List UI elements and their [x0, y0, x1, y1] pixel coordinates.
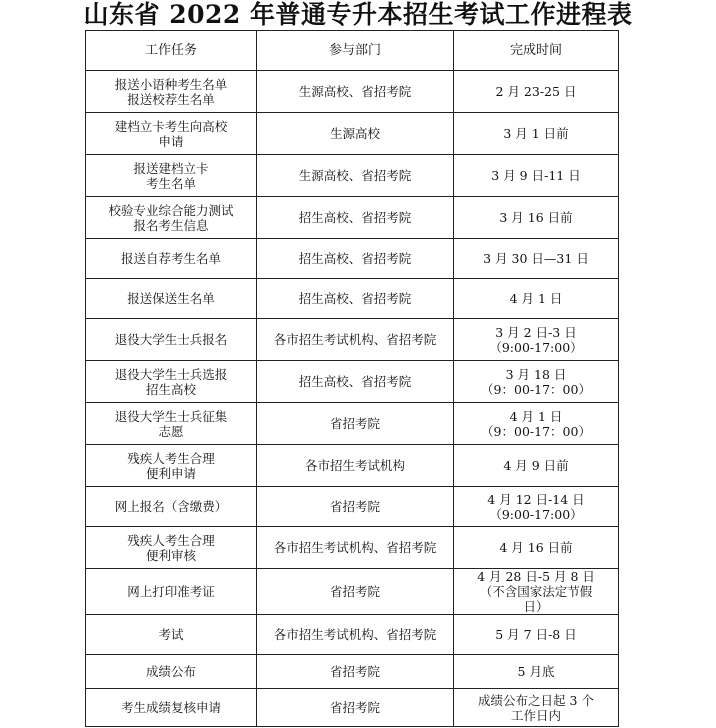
cell-line: 省招考院	[329, 499, 380, 514]
cell-line: 招生高校、省招考院	[298, 291, 412, 306]
cell-line: 3 月 9 日-11 日	[491, 168, 581, 183]
cell-time	[454, 319, 619, 361]
cell-line: 4 月 28 日-5 月 8 日	[477, 569, 595, 584]
cell-line: 志愿	[158, 423, 184, 439]
cell-department	[257, 319, 454, 361]
cell-line: 生源高校、省招考院	[298, 84, 412, 99]
cell-task	[86, 197, 257, 239]
table-row	[86, 319, 619, 361]
table-row	[86, 71, 619, 113]
cell-task	[86, 319, 257, 361]
cell-department	[257, 689, 454, 727]
cell-line: 3 月 16 日前	[499, 210, 573, 225]
cell-department	[257, 113, 454, 155]
cell-line: 3 月 18 日	[505, 366, 567, 382]
cell-department	[257, 279, 454, 319]
table-row	[86, 689, 619, 727]
cell-task	[86, 403, 257, 445]
cell-time	[454, 445, 619, 487]
cell-line: 省招考院	[329, 700, 380, 715]
cell-line: 5 月 7 日-8 日	[495, 627, 577, 642]
table-body	[86, 71, 619, 727]
table-row	[86, 487, 619, 527]
cell-line: （9：00-17：00）	[481, 381, 591, 397]
table-row	[86, 569, 619, 615]
cell-time	[454, 615, 619, 655]
cell-line: 退役大学生士兵选报	[114, 366, 228, 382]
cell-department	[257, 655, 454, 689]
cell-task	[86, 239, 257, 279]
schedule-table	[85, 30, 619, 727]
cell-line: 5 月底	[517, 664, 555, 679]
cell-time	[454, 197, 619, 239]
cell-line: 考试	[158, 627, 184, 642]
cell-line: 退役大学生士兵征集	[114, 408, 228, 424]
cell-line: 日）	[523, 599, 549, 614]
cell-task	[86, 113, 257, 155]
cell-line: 残疾人考生合理	[127, 450, 215, 466]
header-task: 工作任务	[86, 31, 257, 71]
cell-line: 报送自荐考生名单	[120, 251, 221, 266]
cell-task	[86, 655, 257, 689]
cell-department	[257, 239, 454, 279]
cell-line: 报送校荐生名单	[127, 91, 215, 107]
cell-line: 生源高校、省招考院	[298, 168, 412, 183]
cell-line: 3 月 1 日前	[503, 126, 569, 141]
header-time: 完成时间	[454, 31, 619, 71]
cell-line: 4 月 1 日	[509, 291, 563, 306]
table-row	[86, 403, 619, 445]
cell-department	[257, 569, 454, 615]
table-row	[86, 197, 619, 239]
cell-line: 成绩公布之日起 3 个	[478, 692, 594, 708]
cell-line: （不含国家法定节假	[479, 584, 593, 599]
cell-department	[257, 155, 454, 197]
cell-department	[257, 403, 454, 445]
cell-task	[86, 361, 257, 403]
cell-task	[86, 71, 257, 113]
cell-line: 退役大学生士兵报名	[114, 332, 228, 347]
cell-line: 建档立卡考生向高校	[114, 118, 228, 134]
cell-line: 各市招生考试机构、省招考院	[273, 627, 437, 642]
cell-line: 残疾人考生合理	[127, 532, 215, 548]
cell-task	[86, 155, 257, 197]
cell-time	[454, 239, 619, 279]
table-row	[86, 445, 619, 487]
cell-line: 招生高校、省招考院	[298, 210, 412, 225]
cell-time	[454, 487, 619, 527]
cell-time	[454, 155, 619, 197]
cell-line: 4 月 16 日前	[499, 540, 573, 555]
cell-task	[86, 569, 257, 615]
cell-line: 申请	[158, 133, 184, 149]
cell-time	[454, 689, 619, 727]
cell-line: 便利申请	[145, 465, 196, 481]
cell-line: 报送保送生名单	[127, 291, 215, 306]
cell-task	[86, 487, 257, 527]
cell-time	[454, 279, 619, 319]
table-row	[86, 361, 619, 403]
cell-department	[257, 487, 454, 527]
cell-time	[454, 403, 619, 445]
cell-time	[454, 113, 619, 155]
cell-line: 网上打印准考证	[127, 584, 215, 599]
cell-time	[454, 655, 619, 689]
cell-department	[257, 615, 454, 655]
cell-time	[454, 569, 619, 615]
table-row	[86, 155, 619, 197]
cell-line: 4 月 1 日	[509, 408, 563, 424]
cell-line: 考生名单	[145, 175, 196, 191]
page-title: 山东省 2022 年普通专升本招生考试工作进程表	[83, 0, 633, 29]
table-row	[86, 527, 619, 569]
table-header-row	[86, 31, 619, 71]
cell-line: 成绩公布	[145, 664, 196, 679]
cell-line: 生源高校	[329, 126, 380, 141]
header-department: 参与部门	[257, 31, 454, 71]
cell-line: （9:00-17:00）	[489, 339, 583, 355]
cell-line: 校验专业综合能力测试	[108, 202, 234, 218]
cell-line: 省招考院	[329, 416, 380, 431]
table-row	[86, 655, 619, 689]
cell-line: 报送小语种考生名单	[114, 76, 228, 92]
cell-line: 工作日内	[510, 707, 561, 723]
cell-line: 网上报名（含缴费）	[114, 499, 228, 514]
cell-line: 报送建档立卡	[133, 160, 209, 176]
cell-time	[454, 71, 619, 113]
cell-task	[86, 279, 257, 319]
cell-department	[257, 527, 454, 569]
cell-line: 各市招生考试机构、省招考院	[273, 540, 437, 555]
cell-line: 省招考院	[329, 584, 380, 599]
table-row	[86, 615, 619, 655]
cell-line: 考生成绩复核申请	[120, 700, 221, 715]
cell-task	[86, 689, 257, 727]
cell-department	[257, 445, 454, 487]
cell-line: 招生高校	[145, 381, 196, 397]
cell-department	[257, 361, 454, 403]
table-row	[86, 113, 619, 155]
cell-line: 招生高校、省招考院	[298, 251, 412, 266]
cell-time	[454, 361, 619, 403]
cell-line: （9:00-17:00）	[489, 506, 583, 522]
cell-line: 3 月 30 日—31 日	[483, 251, 589, 266]
cell-task	[86, 527, 257, 569]
cell-line: 各市招生考试机构、省招考院	[273, 332, 437, 347]
cell-time	[454, 527, 619, 569]
cell-line: 2 月 23-25 日	[495, 84, 577, 99]
cell-line: 各市招生考试机构	[304, 458, 405, 473]
cell-line: （9：00-17：00）	[481, 423, 591, 439]
cell-department	[257, 197, 454, 239]
cell-department	[257, 71, 454, 113]
table-row	[86, 279, 619, 319]
cell-line: 招生高校、省招考院	[298, 374, 412, 389]
cell-line: 4 月 9 日前	[503, 458, 569, 473]
cell-task	[86, 445, 257, 487]
cell-line: 便利审核	[145, 547, 196, 563]
cell-line: 报名考生信息	[133, 217, 209, 233]
cell-line: 4 月 12 日-14 日	[487, 491, 585, 507]
cell-task	[86, 615, 257, 655]
cell-line: 3 月 2 日-3 日	[495, 324, 577, 340]
cell-line: 省招考院	[329, 664, 380, 679]
table-row	[86, 239, 619, 279]
